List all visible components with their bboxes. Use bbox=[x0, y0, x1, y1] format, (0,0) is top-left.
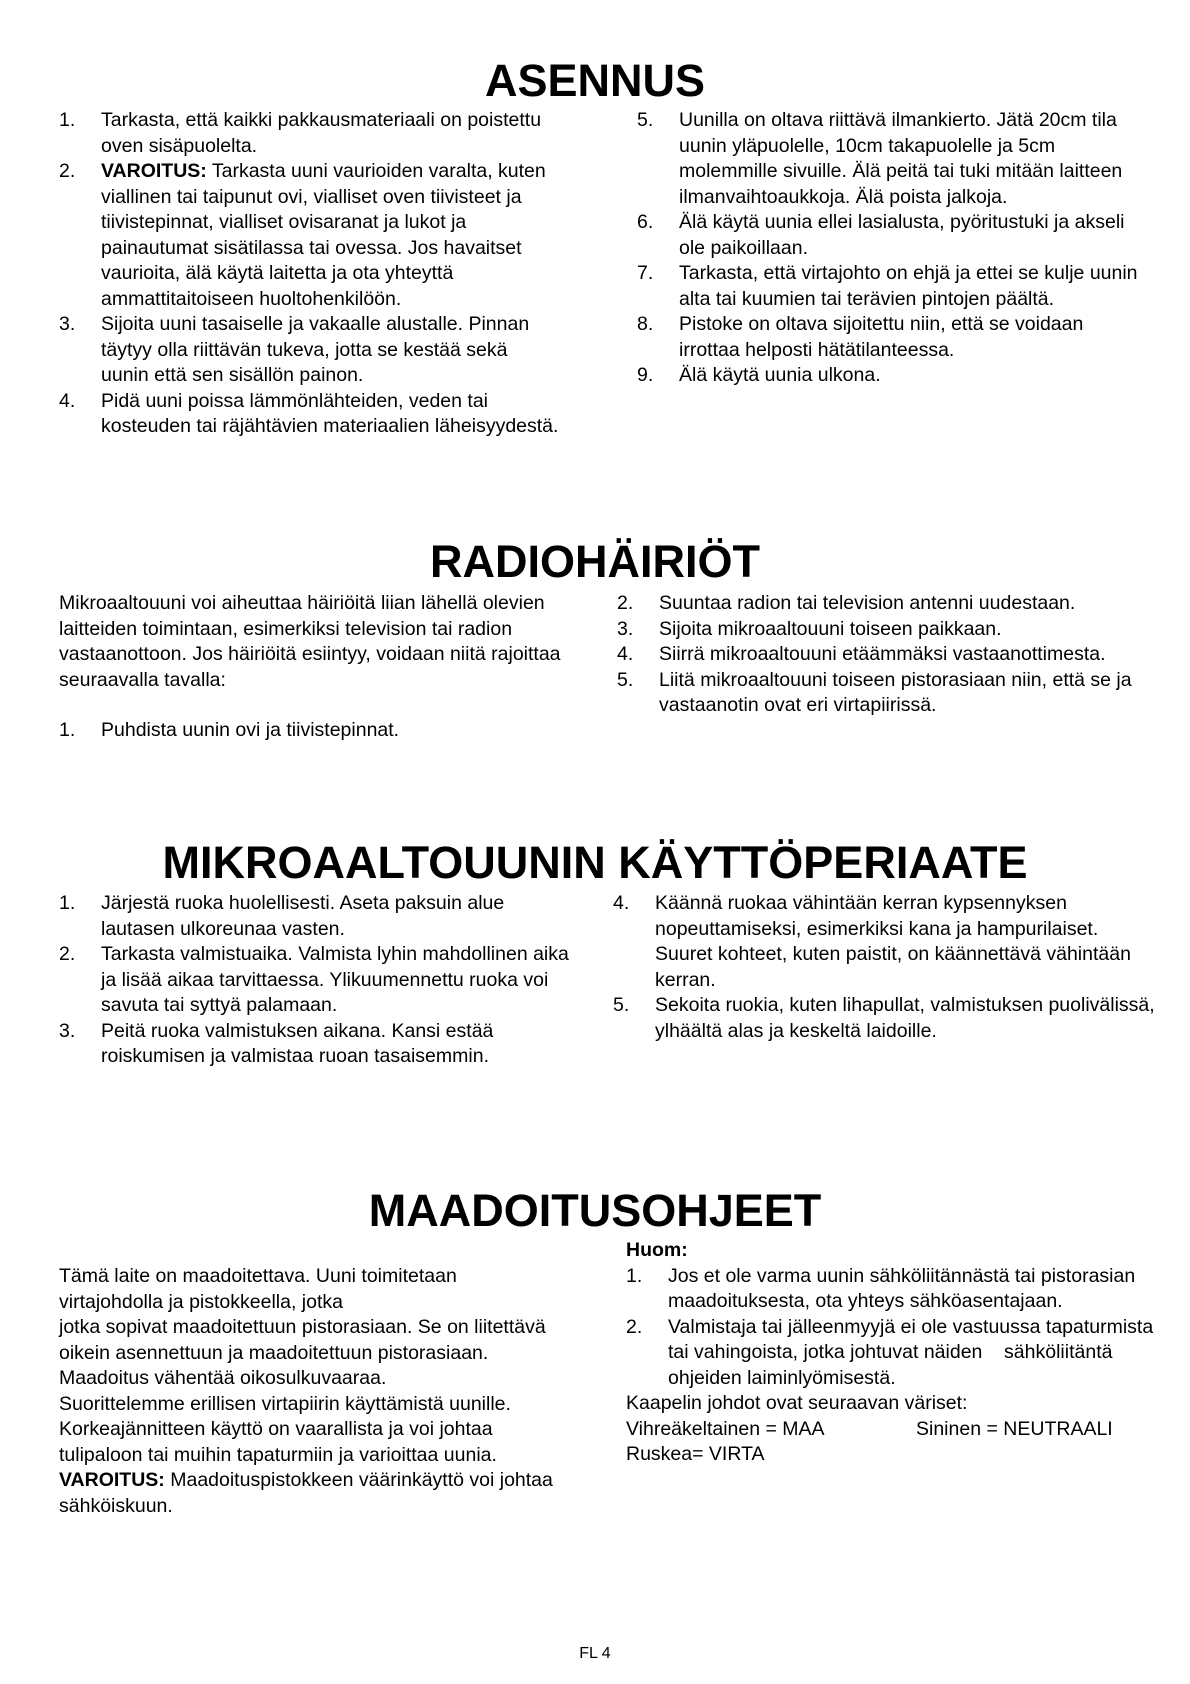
asennus-title: ASENNUS bbox=[484, 55, 706, 106]
list-item: 7. Tarkasta, että virtajohto on ehjä ja ettei se kulje uunin alta tai kuumien tai terävien pintojen päältä. bbox=[637, 262, 1138, 310]
list-item: 3. Peitä ruoka valmistuksen aikana. Kansi estää roiskumisen ja valmistaa ruoan tasaisemmin. bbox=[59, 1019, 494, 1067]
maadoitus-right-column: Huom: 1. Jos et ole varma uunin sähköliitännästä tai pistorasian maadoituksesta, ota yhteys sähköasentajaan. 2. Valmistaja tai jälleenmyyjä ei ole vastuussa tapaturmista tai vahingoista, jotka johtuvat näiden sähköliitäntä ohjeiden laiminlyömisestä. Kaapelin johdot ovat seuraavan väriset: Vihreäkeltainen = MAA Sininen = NEUTRAALI Ruskea= VIRTA bbox=[626, 1239, 1159, 1465]
list-item: 6. Älä käytä uunia ellei lasialusta, pyöritustuki ja akseli ole paikoillaan. bbox=[637, 211, 1125, 259]
list-item: 2. VAROITUS: Tarkasta uuni vaurioiden varalta, kuten viallinen tai taipunut ovi, vialliset oven tiivisteet ja tiivistepinnat, vialliset ovisaranat ja lukot ja painautumat sisätilassa tai ovessa. Jos havaitset vaurioita, älä käytä laitetta ja ota yhteyttä ammattitaitoiseen huoltohenkilöön. bbox=[59, 160, 546, 310]
radio-intro: Mikroaaltouuni voi aiheuttaa häiriöitä liian lähellä olevien laitteiden toimintaan, esimerkiksi television tai radion vastaanottoon. Jos häiriöitä esiintyy, voidaan niitä rajoittaa seuraavalla tavalla: bbox=[59, 592, 561, 691]
page-number: FL 4 bbox=[579, 1645, 611, 1662]
list-item: 5. Uunilla on oltava riittävä ilmankierto. Jätä 20cm tila uunin yläpuolelle, 10cm takapuolelle ja 5cm molemmille sivuille. Älä peitä tai tuki mitään laitteen ilmanvaihtoaukkoja. Älä poista jalkoja. bbox=[637, 109, 1123, 208]
radio-left-column bbox=[59, 591, 589, 744]
list-item: 1. Järjestä ruoka huolellisesti. Aseta paksuin alue lautasen ulkoreunaa vasten. bbox=[59, 892, 505, 940]
list-item: 1. Jos et ole varma uunin sähköliitännästä tai pistorasian maadoituksesta, ota yhteys sähköasentajaan. bbox=[626, 1264, 1136, 1312]
list-item: 4. Pidä uuni poissa lämmönlähteiden, veden tai kosteuden tai räjähtävien materiaalien läheisyydestä. bbox=[59, 389, 559, 437]
warning-label: VAROITUS: bbox=[59, 1469, 165, 1491]
list-item: 2. Valmistaja tai jälleenmyyjä ei ole vastuussa tapaturmista tai vahingoista, jotka johtuvat näiden sähköliitäntä ohjeiden laiminlyömisestä. bbox=[626, 1315, 1159, 1389]
radio-right-column bbox=[617, 591, 1157, 719]
periaate-title: MIKROAALTOUUNIN KÄYTTÖPERIAATE bbox=[162, 837, 1028, 888]
list-item: 9. Älä käytä uunia ulkona. bbox=[637, 364, 881, 386]
list-item: 5. Liitä mikroaaltouuni toiseen pistorasiaan niin, että se ja vastaanotin ovat eri virtapiirissä. bbox=[617, 668, 1132, 716]
list-item: 8. Pistoke on oltava sijoitettu niin, että se voidaan irrottaa helposti hätätilanteessa. bbox=[637, 313, 1084, 361]
list-item: 1. Puhdista uunin ovi ja tiivistepinnat. bbox=[59, 719, 400, 741]
periaate-right-column bbox=[613, 891, 1158, 1044]
note-label: Huom: bbox=[626, 1239, 688, 1261]
radio-title: RADIOHÄIRIÖT bbox=[430, 536, 760, 587]
list-item: 3. Sijoita mikroaaltouuni toiseen paikkaan. bbox=[617, 617, 1002, 640]
list-item: 5. Sekoita ruokia, kuten lihapullat, valmistuksen puolivälissä, ylhäältä alas ja keskeltä laidoille. bbox=[613, 994, 1155, 1042]
list-item: 4. Siirrä mikroaaltouuni etäämmäksi vastaanottimesta. bbox=[617, 643, 1106, 665]
list-item: 2. Suuntaa radion tai television antenni uudestaan. bbox=[617, 592, 1076, 614]
maadoitus-left-column: Tämä laite on maadoitettava. Uuni toimitetaan virtajohdolla ja pistokkeella, jotka jotka sopivat maadoitettuun pistorasiaan. Se on liitettävä oikein asennettuun ja maadoitettuun pistorasiaan. Maadoitus vähentää oikosulkuvaaraa. Suorittelemme erillisen virtapiirin käyttämistä uunille. Korkeajännitteen käyttö on vaarallista ja voi johtaa tulipaloon tai muihin tapaturmiin ja varioittaa uunia. VAROITUS: Maadoituspistokkeen väärinkäyttö voi johtaa sähköiskuun. bbox=[59, 1265, 553, 1517]
periaate-left-column bbox=[59, 891, 579, 1070]
list-item: 2. Tarkasta valmistuaika. Valmista lyhin mahdollinen aika ja lisää aikaa tarvittaessa. Ylikuumennettu ruoka voi savuta tai syttyä palamaan. bbox=[59, 943, 569, 1016]
list-item: 4. Käännä ruokaa vähintään kerran kypsennyksen nopeuttamiseksi, esimerkiksi kana ja hampurilaiset. Suuret kohteet, kuten paistit, on käännettävä vähintään kerran. bbox=[613, 892, 1131, 991]
warning-label: VAROITUS: bbox=[101, 160, 207, 182]
asennus-left-column bbox=[59, 108, 559, 440]
asennus-right-column bbox=[637, 108, 1147, 389]
maadoitus-title: MAADOITUSOHJEET bbox=[368, 1185, 822, 1236]
wire-colors-row: Vihreäkeltainen = MAA Sininen = NEUTRAALI bbox=[626, 1417, 1113, 1440]
list-item: 1. Tarkasta, että kaikki pakkausmateriaali on poistettu oven sisäpuolelta. bbox=[59, 109, 542, 157]
list-item: 3. Sijoita uuni tasaiselle ja vakaalle alustalle. Pinnan täytyy olla riittävän tukeva, jotta se kestää sekä uunin että sen sisällön painon. bbox=[59, 313, 530, 386]
